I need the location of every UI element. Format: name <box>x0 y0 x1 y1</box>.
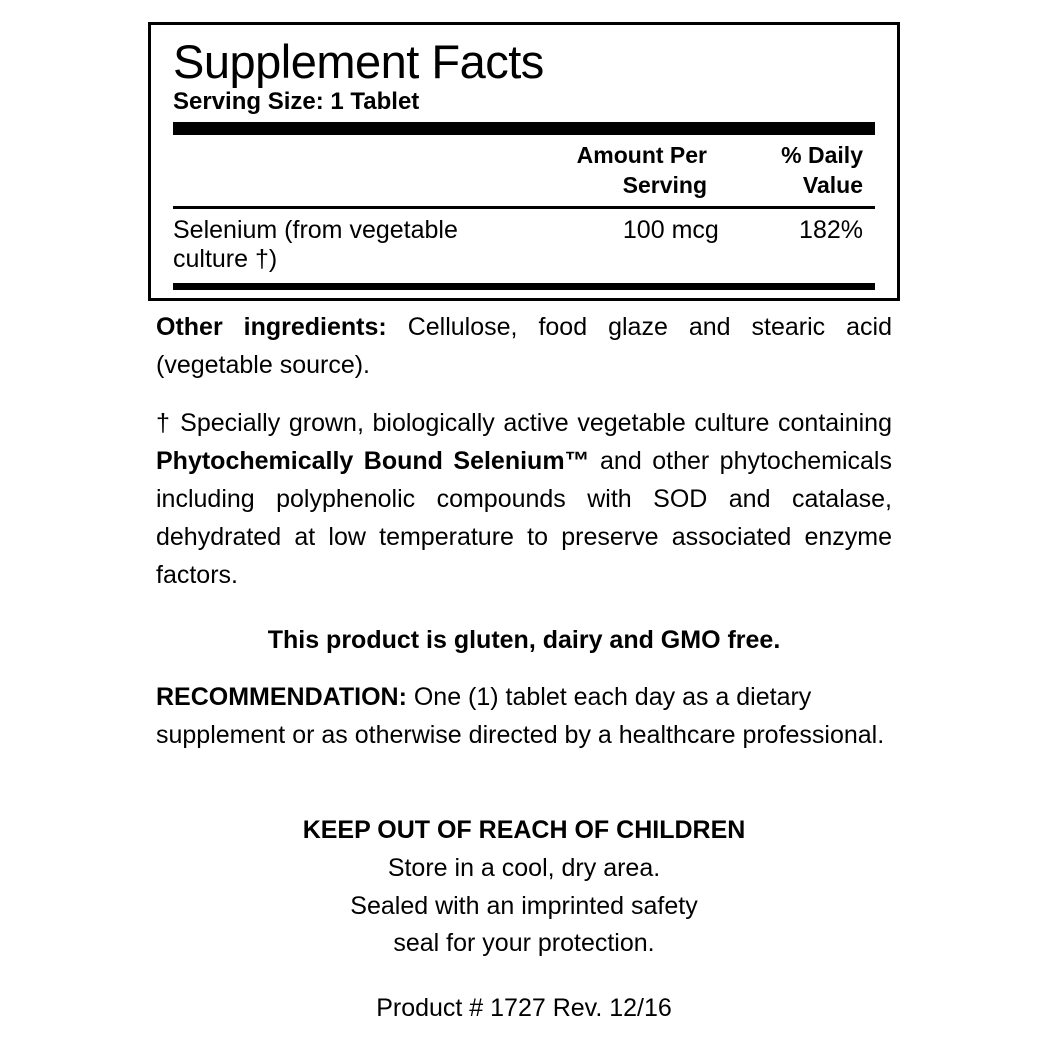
divider-thick-top <box>173 122 875 135</box>
column-header-amount-per-serving <box>507 141 723 200</box>
keep-out-line-2: Sealed with an imprinted safety <box>350 891 698 920</box>
recommendation-label: RECOMMENDATION: <box>156 683 407 711</box>
keep-out-line-1: Store in a cool, dry area. <box>387 854 661 883</box>
other-ingredients-paragraph <box>156 308 892 384</box>
nutrient-daily-value: 182% <box>799 216 863 245</box>
keep-out-line-3: seal for your protection. <box>393 929 655 958</box>
dagger-note-block <box>156 404 892 594</box>
recommendation-paragraph <box>156 678 892 754</box>
column-header-daily-value <box>723 141 875 200</box>
other-ingredients-label: Other ingredients: <box>156 313 387 341</box>
nutrient-amount: 100 mcg <box>622 216 719 245</box>
divider-bottom <box>173 283 875 290</box>
gluten-statement: This product is gluten, dairy and GMO free. <box>267 626 781 654</box>
keep-out-title: KEEP OUT OF REACH OF CHILDREN <box>302 816 746 844</box>
serving-size: Serving Size: 1 Tablet <box>173 88 420 116</box>
product-code-block <box>156 994 892 1023</box>
dagger-note-paragraph <box>156 404 892 594</box>
recommendation-text: One (1) tablet each day as a dietary supplement or as otherwise directed by a healthcare professional. <box>156 683 885 749</box>
dagger-note-bold-term: Phytochemically Bound Selenium™ <box>156 447 590 475</box>
product-code: Product # 1727 Rev. 12/16 <box>376 994 672 1022</box>
other-ingredients-text: Cellulose, food glaze and stearic acid (vegetable source). <box>156 313 892 379</box>
supplement-facts-header-row <box>167 135 881 206</box>
dagger-note-lead: † Specially grown, biologically active vegetable culture containing <box>156 409 892 437</box>
keep-out-of-reach-block <box>156 812 892 963</box>
dagger-note-rest: and other phytochemicals including polyphenolic compounds with SOD and catalase, dehydrated at low temperature to preserve associated enzyme factors. <box>156 447 892 589</box>
amount-header-line2: Serving <box>622 171 707 198</box>
amount-header-line1: Amount Per <box>576 142 707 169</box>
recommendation-block <box>156 678 892 754</box>
dv-header-line1: % Daily <box>781 142 863 169</box>
supplement-facts-panel <box>148 22 900 301</box>
other-ingredients-block <box>156 308 892 384</box>
supplement-facts-title: Supplement Facts <box>173 35 544 88</box>
nutrient-name: Selenium (from vegetable culture †) <box>173 216 458 274</box>
table-row <box>167 209 881 283</box>
dv-header-line2: Value <box>802 171 863 198</box>
gluten-statement-block <box>156 622 892 660</box>
